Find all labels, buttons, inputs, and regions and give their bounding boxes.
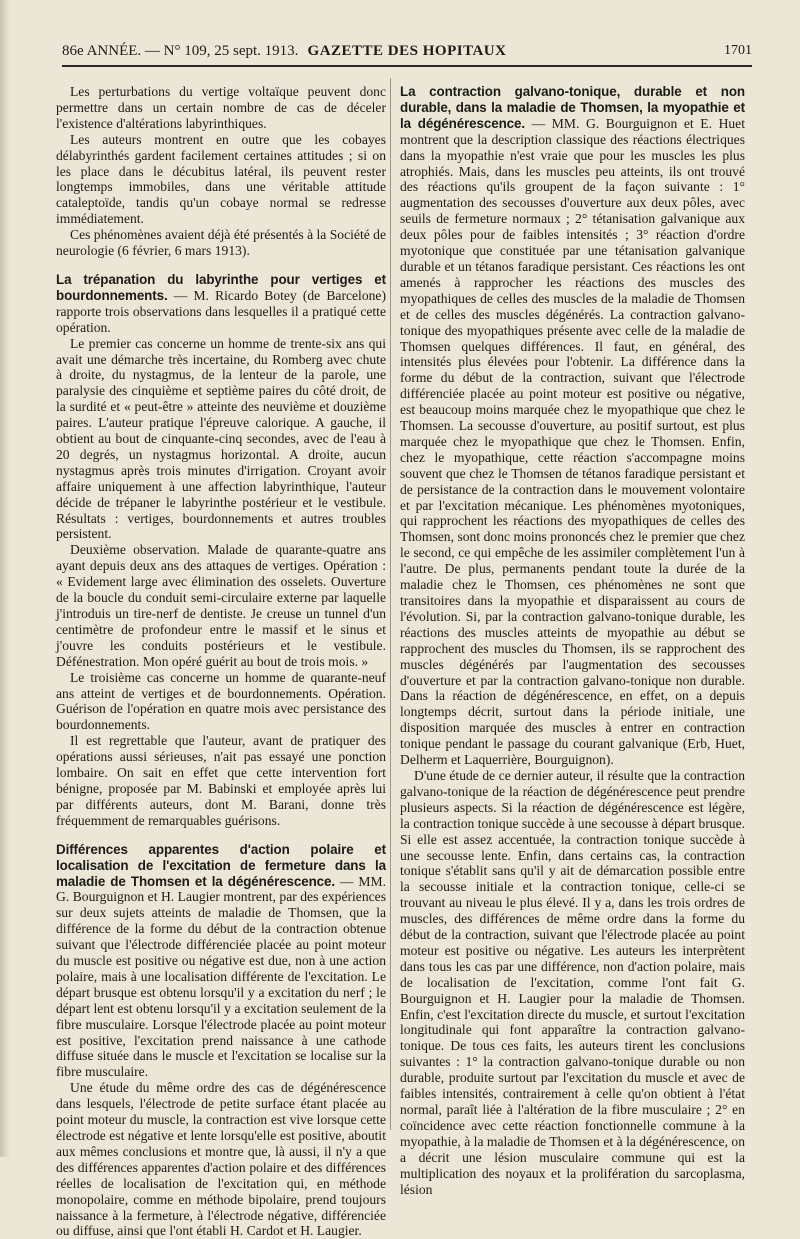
publication-title: GAZETTE DES HOPITAUX	[307, 43, 507, 59]
article-title: Différences apparentes d'action polaire et localisation de l'excitation de fermeture dans la maladie de Thomsen et la dégénérescence.	[56, 841, 386, 889]
issue-info: 86e ANNÉE. — N° 109, 25 sept. 1913.	[62, 43, 299, 59]
article-title: La trépanation du labyrinthe pour vertiges et bourdonnements.	[56, 271, 386, 303]
article-body: — M. Ricardo Botey (de Barcelone) rapporte trois observations dans lesquelles il a pratiqué cette opération.	[56, 287, 386, 335]
column-divider	[390, 78, 391, 1130]
body-paragraph: Une étude du même ordre des cas de dégénérescence dans lesquels, l'électrode de petite surface étant placée au point moteur du muscle, la contraction est vive lorsque cette électrode est négative et lente lorsqu'elle est positive, aboutit aux mêmes conclusions et montre que, là aussi, il n'y a que des différences apparentes d'action polaire et des différences réelles de localisation de l'excitation qui, en méthode monopolaire, comme en méthode bipolaire, prend toujours naissance à la fermeture, à l'électrode négative, différenciée ou diffuse, ainsi que l'ont établi H. Cardot et H. Laugier.	[56, 1080, 386, 1239]
page-edge-shadow	[0, 0, 10, 1157]
article-body: — MM. G. Bourguignon et H. Laugier montrent, par des expériences sur deux sujets atteints de maladie de Thomsen, que la différence de la forme du début de la contraction obtenue suivant que l'électrode différenciée placée au point moteur du muscle est positive ou négative est due, non à une action polaire, mais à une localisation différente de l'excitation. Le départ brusque est obtenu lorsqu'il y a excitation du nerf ; le départ lent est obtenu lorsqu'il y a excitation seulement de la fibre musculaire. Lorsque l'électrode placée au point moteur est positive, l'excitation prend naissance à une cathode diffuse située dans le muscle et l'excitation se localise sur la fibre musculaire.	[56, 873, 386, 1080]
body-paragraph: Le troisième cas concerne un homme de quarante-neuf ans atteint de vertiges et de bourdonnements. Opération. Guérison de l'opération en quatre mois avec persistance des bourdonnements.	[56, 669, 386, 733]
article-title: La contraction galvano-tonique, durable et non durable, dans la maladie de Thomsen, la myopathie et la dégénérescence.	[400, 84, 745, 131]
body-paragraph: Les auteurs montrent en outre que les cobayes délabyrinthés gardent facilement certaines attitudes ; si on les place dans le décubitus latéral, ils peuvent rester longtemps immobiles, dans une véritable attitude cataleptoïde, tandis qu'un cobaye normal se redresse immédiatement.	[56, 131, 386, 227]
body-paragraph: Le premier cas concerne un homme de trente-six ans qui avait une démarche très incertaine, du Romberg avec chute à droite, du nystagmus, de la lenteur de la parole, une paralysie des cinquième et septième paires du côté droit, de la surdité et « peut-être » atteinte des neuvième et douzième paires. L'auteur pratique l'épreuve calorique. A gauche, il obtient au bout de cinquante-cinq secondes, avec de l'eau à 20 degrés, un nystagmus horizontal. A droite, aucun nystagmus après trois minutes d'irrigation. Croyant avoir affaire uniquement à une affection labyrinthique, l'auteur décide de trépaner le labyrinthe postérieur et le vestibule. Résultats : vertiges, bourdonnements et autres troubles persistent.	[56, 335, 386, 542]
left-column	[56, 84, 386, 1239]
article-paragraph	[56, 272, 386, 336]
article-paragraph	[56, 842, 386, 1081]
page-number: 1701	[724, 43, 752, 58]
article-paragraph	[400, 84, 745, 768]
body-paragraph: Ces phénomènes avaient déjà été présentés à la Société de neurologie (6 février, 6 mars 1913).	[56, 227, 386, 259]
page-header	[62, 43, 752, 67]
body-paragraph: D'une étude de ce dernier auteur, il résulte que la contraction galvano-tonique de la réaction de dégénérescence peut prendre plusieurs aspects. Si la réaction de dégénérescence est légère, la contraction tonique succède à une secousse à départ brusque. Si elle est assez accentuée, la contraction tonique succède à une secousse lente. Enfin, dans certains cas, la contraction tonique s'établit sans qu'il y ait de démarcation possible entre la secousse initiale et la contraction tonique, celle-ci se trouvant au niveau le plus élevé. Il y a, dans les trois ordres de muscles, des différences de même ordre dans la forme du début de la contraction, suivant que l'électrode placée au point moteur est positive ou négative. Les auteurs les interprètent dans tous les cas par une différence, non d'action polaire, mais de localisation de l'excitation, comme l'ont fait G. Bourguignon et H. Laugier pour la maladie de Thomsen. Enfin, c'est l'excitation directe du muscle, et surtout l'excitation longitudinale qui font apparaître la contraction galvano-tonique. De tous ces faits, les auteurs tirent les conclusions suivantes : 1° la contraction galvano-tonique durable ou non durable, produite surtout par l'excitation du muscle et avec de faibles intensités, contrairement à celle qu'on obtient à l'état normal, paraît liée à l'altération de la fibre musculaire ; 2° en coïncidence avec cette réaction fonctionnelle commune à la myopathie, à la maladie de Thomsen et à la dégénérescence, on a décrit une lésion musculaire commune qui est la multiplication des noyaux et la prolifération du sarcoplasma, lésion	[400, 767, 745, 1197]
body-paragraph: Il est regrettable que l'auteur, avant de pratiquer des opérations aussi sérieuses, n'ait pas essayé une ponction lombaire. On sait en effet que cette intervention fort bénigne, proposée par M. Babinski et employée après lui par différents auteurs, dont M. Barani, donne très fréquemment de remarquables guérisons.	[56, 733, 386, 828]
right-column	[400, 84, 745, 1197]
body-paragraph: Les perturbations du vertige voltaïque peuvent donc permettre dans un certain nombre de cas de déceler l'existence d'altérations labyrinthiques.	[56, 84, 386, 131]
body-paragraph: Deuxième observation. Malade de quarante-quatre ans ayant depuis deux ans des attaques de vertiges. Opération : « Evidement large avec élimination des osselets. Ouverture de la boucle du conduit semi-circulaire externe par laquelle j'introduis un tire-nerf de dentiste. Je creuse un tunnel d'un centimètre de profondeur entre le massif et le sinus et j'ouvre les conduits postérieurs et le vestibule. Défénestration. Mon opéré guérit au bout de trois mois. »	[56, 542, 386, 669]
article-body: — MM. G. Bourguignon et E. Huet montrent que la description classique des réactions électriques dans la myopathie n'est vraie que pour les muscles les plus atrophiés. Mais, dans les muscles peu atteints, ils ont trouvé des réactions qu'ils groupent de la façon suivante : 1° augmentation des secousses d'ouverture aux deux pôles, avec seuils de fermeture normaux ; 2° tétanisation galvanique aux deux pôles pour de faibles intensités ; 3° réaction d'ordre myotonique que constituée par une tétanisation galvanique durable et un tétanos faradique persistant. Ces réactions les ont amenés à rapprocher les réactions des muscles des myopathiques de celles des muscles de la maladie de Thomsen et de celles des muscles dégénérés. La contraction galvano-tonique des myopathiques présente avec celle de la maladie de Thomsen quelques différences. Il faut, en général, des intensités plus élevées pour l'obtenir. La différence dans la forme du début de la contraction, suivant que l'électrode différenciée placée au point moteur est positive ou négative, est beaucoup moins marquée chez le myopathique que chez le Thomsen. La secousse d'ouverture, au positif surtout, est plus marquée chez le myopathique que chez le Thomsen. Enfin, chez le myopathique, cette réaction s'accompagne moins souvent que chez le Thomsen de tétanos faradique persistant et de persistance de la contraction dans le mouvement volontaire et par l'excitation mécanique. Les phénomènes myotoniques, qui rapprochent les réactions des myopathiques de celles des Thomsen, sont donc moins prononcés chez le premier que chez le second, ce qui empêche de les assimiler complètement l'un à l'autre. De plus, permanents pendant toute la durée de la maladie chez le Thomsen, ces phénomènes ne sont que transitoires dans la myopathie et disparaissent au cours de l'évolution. Si, par la contraction galvano-tonique durable, les réactions des muscles atteints de myopathie au début se rapprochent des muscles du Thomsen, ils se rapprochent des muscles dégénérés par l'augmentation des secousses d'ouverture et par la contraction galvano-tonique non durable. Dans la réaction de dégénérescence, en effet, on a depuis longtemps décrit, surtout dans la période initiale, une disposition marquée des muscles à entrer en contraction tonique pendant le passage du courant galvanique (Erb, Huet, Delherm et Laquerrière, Bourguignon).	[400, 115, 745, 768]
